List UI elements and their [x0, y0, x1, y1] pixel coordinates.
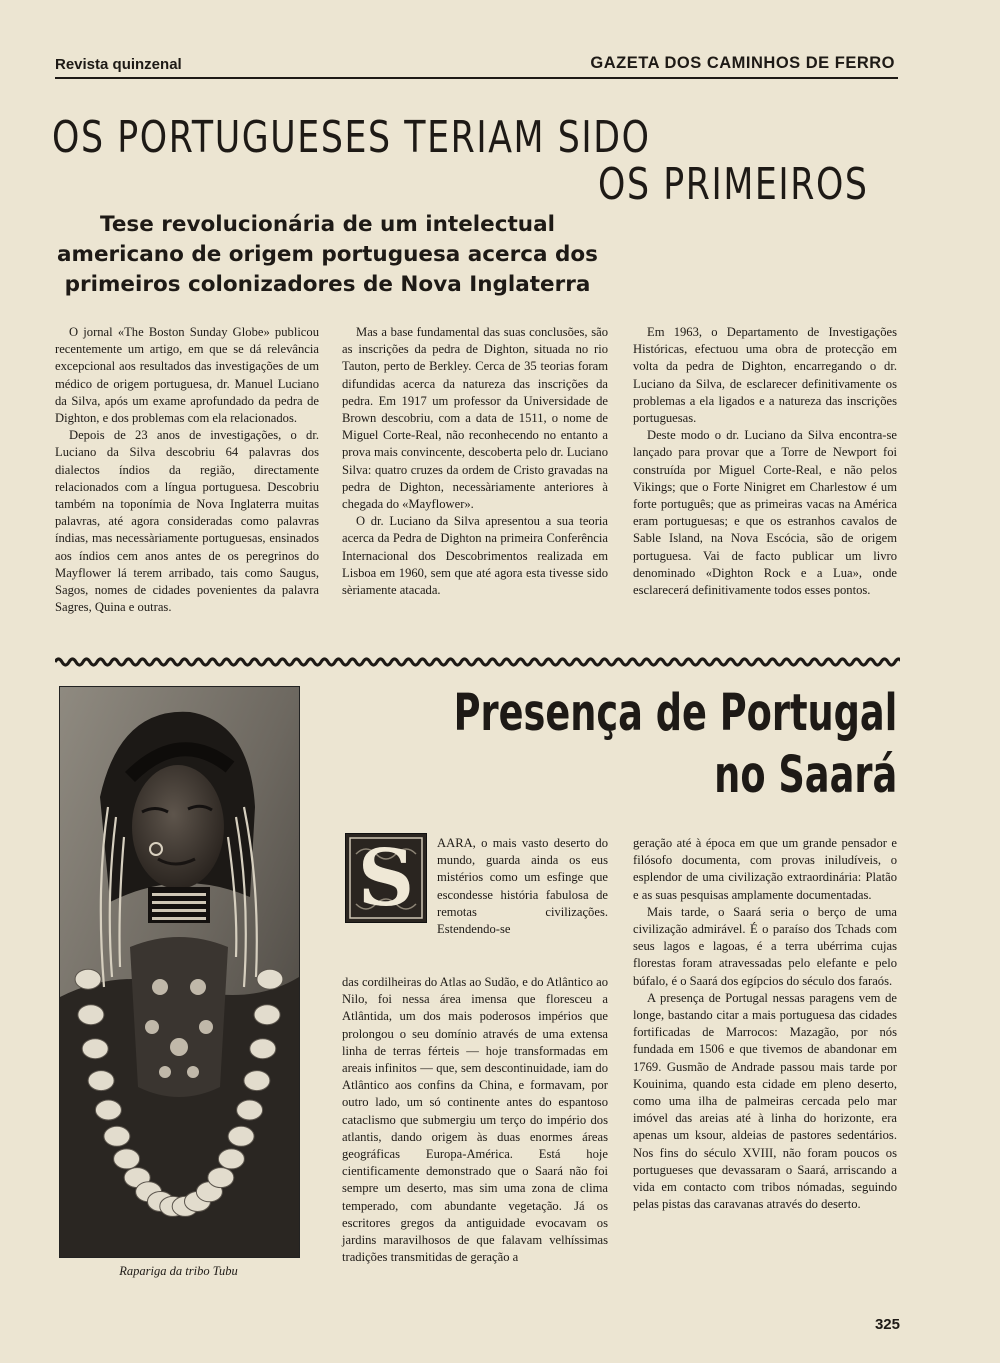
- article1-column-2: [342, 324, 608, 599]
- article1-headline-line2: OS PRIMEIROS: [598, 159, 869, 210]
- necklace-bead: [254, 1005, 280, 1025]
- article2-intro-wide: das cordilheiras do Atlas ao Sudão, e do Atlântico ao Nilo, foi nessa área imensa que floresceu a Atlântida, um dos mais poderosos impérios que prolongou o seu domínio através de uma extensa linha de terras férteis — hoje transformadas em areais infinitos — que, sem descontinuidade, iam do Atlântico aos confins da China, e formavam, por outro lado, um só continente antes do espantoso cataclismo que submergiu um terço do império dos atlantis, dando origem às duas enormes áreas geográficas Europa-América. Está hoje cientificamente demonstrado que o Saará não foi sempre um deserto, mas sim uma zona de clima temperado, com abundante vegetação. Já os escritores gregos da antiguidade evocavam os jardins maravilhosos de que falavam velhíssimas tradições transmitidas de geração a: [342, 975, 608, 1265]
- dropcap-letter: S: [357, 832, 415, 924]
- tubu-girl-photo: [59, 686, 300, 1258]
- necklace-bead: [257, 969, 283, 989]
- necklace-bead: [78, 1005, 104, 1025]
- photo-caption: Rapariga da tribo Tubu: [119, 1264, 238, 1278]
- paragraph: Em 1963, o Departamento de Investigações Históricas, efectuou uma obra de protecção em volta da pedra de Dighton, encarregando o dr. Luciano da Silva, de esclarecer definitivamente os problemas a ela ligados e a natureza das inscrições portuguesas.: [633, 325, 897, 426]
- necklace-bead: [82, 1039, 108, 1059]
- necklace-bead: [75, 969, 101, 989]
- necklace-bead: [244, 1071, 270, 1091]
- necklace-bead: [208, 1168, 234, 1188]
- article2-intro-narrow: AARA, o mais vasto deserto do mundo, guarda ainda os eus mistérios como um esfinge que escondesse história fabulosa de remotas civilizações. Estendendo-se: [437, 836, 608, 937]
- article2-column-2: [633, 835, 897, 1213]
- necklace-bead: [88, 1071, 114, 1091]
- ornamental-dropcap: [345, 833, 427, 923]
- paragraph: O dr. Luciano da Silva apresentou a sua teoria acerca da Pedra de Dighton na primeira Conferência Internacional dos Descobrimentos realizada em Lisboa em 1960, sem que até agora esta tivesse sido sèriamente atacada.: [342, 514, 608, 598]
- necklace-bead: [218, 1149, 244, 1169]
- article1-subtitle: Tese revolucionária de um intelectual americano de origem portuguesa acerca dos primeiros colonizadores de Nova Inglaterra: [57, 212, 598, 297]
- necklace-bead: [237, 1100, 263, 1120]
- necklace-bead: [114, 1149, 140, 1169]
- paragraph: A presença de Portugal nessas paragens vem de longe, bastando citar a mais portuguesa das cidades fortificadas de Marrocos: Mazagão, por nós fundada em 1506 e que tivemos de abandonar em 1769. Gusmão de Andrade passou mais tarde por Kouinima, quando esta cidade em pleno deserto, como uma ilha de palmeiras cercada pelo mar imóvel das areias até à linha do horizonte, era apenas um ksour, aldeias de pastores sedentários. Nos fins do século XVIII, não foram poucos os portugueses que devassaram o Saará, arriscando a vida em contacto com tribos nómadas, seguindo pelas pistas das caravanas através do deserto.: [633, 990, 897, 1212]
- paragraph: Mas a base fundamental das suas conclusões, são as inscrições da pedra de Dighton, situada no rio Tauton, perto de Berkley. Cerca de 35 teorias foram difundidas acerca da natureza das inscrições da pedra. Em 1917 um professor da Universidade de Brown descobriu, com a data de 1511, o nome de Miguel Corte-Real, não reconhecendo no entanto a prova mais convincente, descoberta pelo dr. Luciano Silva: quatro cruzes da ordem de Cristo gravadas na pedra de Dighton, necessàriamente anteriores à chegada do «Mayflower».: [342, 325, 608, 512]
- necklace-bead: [104, 1126, 130, 1146]
- magazine-title: GAZETA DOS CAMINHOS DE FERRO: [590, 54, 895, 72]
- necklace-bead: [95, 1100, 121, 1120]
- publication-frequency: Revista quinzenal: [55, 56, 182, 73]
- paragraph: O jornal «The Boston Sunday Globe» publicou recentemente um artigo, em que se dá relevância excepcional aos resultados das investigações de um médico de origem portuguesa, dr. Manuel Luciano da Silva, após um exame aprofundado da pedra de Dighton, e dos problemas com ela relacionados.: [55, 325, 319, 426]
- article1-headline-line1: OS PORTUGUESES TERIAM SIDO: [52, 112, 651, 163]
- necklace-bead: [250, 1039, 276, 1059]
- paragraph: Depois de 23 anos de investigações, o dr. Luciano da Silva descobriu 64 palavras dos dialectos índios da região, directamente relacionados com a língua portuguesa. Descobriu também na toponímia de Nova Inglaterra muitas palavras, até agora consideradas como palavras índias, mas necessàriamente portuguesas, ensinados aos índios cem anos antes de os peregrinos do Mayflower lá terem arribado, tais como Saugus, Sagos, nomes de cidades povenientes da palavra Sagres, Quina e outras.: [55, 428, 319, 615]
- article2-headline-line2: no Saará: [713, 746, 897, 805]
- paragraph: Mais tarde, o Saará seria o berço de uma civilização admirável. É o paraíso dos Tchads com seus lagos e lagoas, é a terra ubérrima cujas florestas foram atravessadas pelo elefante e pelo búfalo, é o Saará dos egípcios do século dos faraós.: [633, 904, 897, 988]
- article2-headline-line1: Presença de Portugal: [453, 684, 897, 743]
- paragraph: Deste modo o dr. Luciano da Silva encontra-se lançado para provar que a Torre de Newport foi construída por Miguel Corte-Real, e não pelos Vikings; que o Forte Ninigret em Charlestow é um forte português; que as primeiras vacas na América eram portuguesas; e que os estranhos cavalos de Sable Island, na Nova Escócia, são de origem portuguesa. Vai de facto publicar um livro denominado «Dighton Rock e a Lua», onde esclarecerá definitivamente todos esses pontos.: [633, 428, 897, 598]
- page-number: 325: [874, 1316, 900, 1333]
- wavy-divider: [55, 655, 900, 669]
- header-rule: [55, 77, 898, 79]
- article1-column-1: [55, 324, 319, 616]
- article1-column-3: [633, 324, 897, 599]
- running-head: [55, 54, 895, 76]
- necklace-bead: [228, 1126, 254, 1146]
- paragraph: geração até à época em que um grande pensador e filósofo documenta, com provas iniludíveis, o esplendor de uma civilização extraordinária: Platão e as suas pesquisas amplamente documentadas.: [633, 836, 897, 902]
